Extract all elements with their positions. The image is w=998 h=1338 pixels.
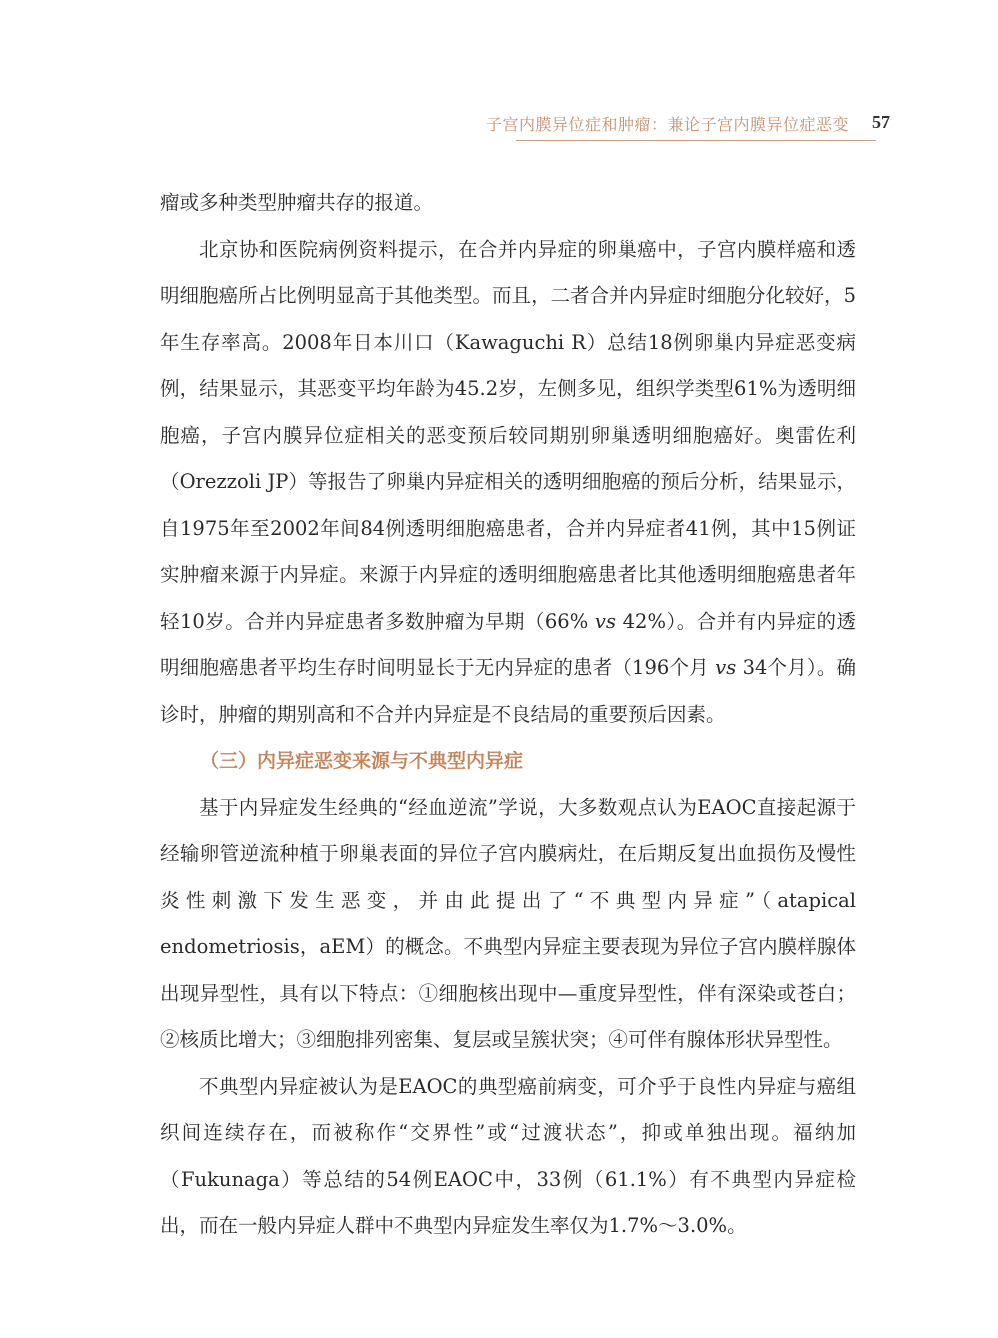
paragraph-origin: 基于内异症发生经典的“经血逆流”学说，大多数观点认为EAOC直接起源于经输卵管逆流种植于卵巢表面的异位子宫内膜病灶，在后期反复出血损伤及慢性炎性刺激下发生恶变，并由此提出了“不典型内异症”（atapical endometriosis，aEM）的概念。不典型内异症主要表现为异位子宫内膜样腺体出现异型性，具有以下特点：①细胞核出现中—重度异型性，伴有深染或苍白；②核质比增大；③细胞排列密集、复层或呈簇状突；④可伴有腺体形状异型性。 <box>160 795 856 1051</box>
body-text <box>160 180 856 1250</box>
versus-italic: vs <box>594 609 616 633</box>
page-number: 57 <box>872 112 890 132</box>
paragraph-prognosis <box>160 227 856 739</box>
paragraph-prognosis-text-b: 42%）。合并有内异症的透明细胞癌患者平均生存时间明显长于无内异症的患者（196个月 <box>160 609 857 679</box>
header-divider <box>516 140 876 141</box>
section-heading: （三）内异症恶变来源与不典型内异症 <box>200 750 524 772</box>
paragraph-prognosis-text-a: 北京协和医院病例资料提示，在合并内异症的卵巢癌中，子宫内膜样癌和透明细胞癌所占比例明显高于其他类型。而且，二者合并内异症时细胞分化较好，5年生存率高。2008年日本川口（Kawaguchi R）总结18例卵巢内异症恶变病例，结果显示，其恶变平均年龄为45.2岁，左侧多见，组织学类型61%为透明细胞癌，子宫内膜异位症相关的恶变预后较同期别卵巢透明细胞癌好。奥雷佐利（Orezzoli JP）等报告了卵巢内异症相关的透明细胞癌的预后分析，结果显示，自1975年至2002年间84例透明细胞癌患者，合并内异症者41例，其中15例证实肿瘤来源于内异症。来源于内异症的透明细胞癌患者比其他透明细胞癌患者年轻10岁。合并内异症患者多数肿瘤为早期（66% <box>160 237 856 633</box>
paragraph-continuation: 瘤或多种类型肿瘤共存的报道。 <box>160 191 434 214</box>
paragraph-prognosis-text-c: 34个月）。确诊时，肿瘤的期别高和不合并内异症是不良结局的重要预后因素。 <box>160 656 856 726</box>
running-header: 子宫内膜异位症和肿瘤：兼论子宫内膜异位症恶变 <box>486 115 850 134</box>
paragraph-atypical: 不典型内异症被认为是EAOC的典型癌前病变，可介乎于良性内异症与癌组织间连续存在，而被称作“交界性”或“过渡状态”，抑或单独出现。福纳加（Fukunaga）等总结的54例EAOC中，33例（61.1%）有不典型内异症检出，而在一般内异症人群中不典型内异症发生率仅为1.7%～3.0%。 <box>160 1074 856 1237</box>
versus-italic: vs <box>715 656 737 679</box>
